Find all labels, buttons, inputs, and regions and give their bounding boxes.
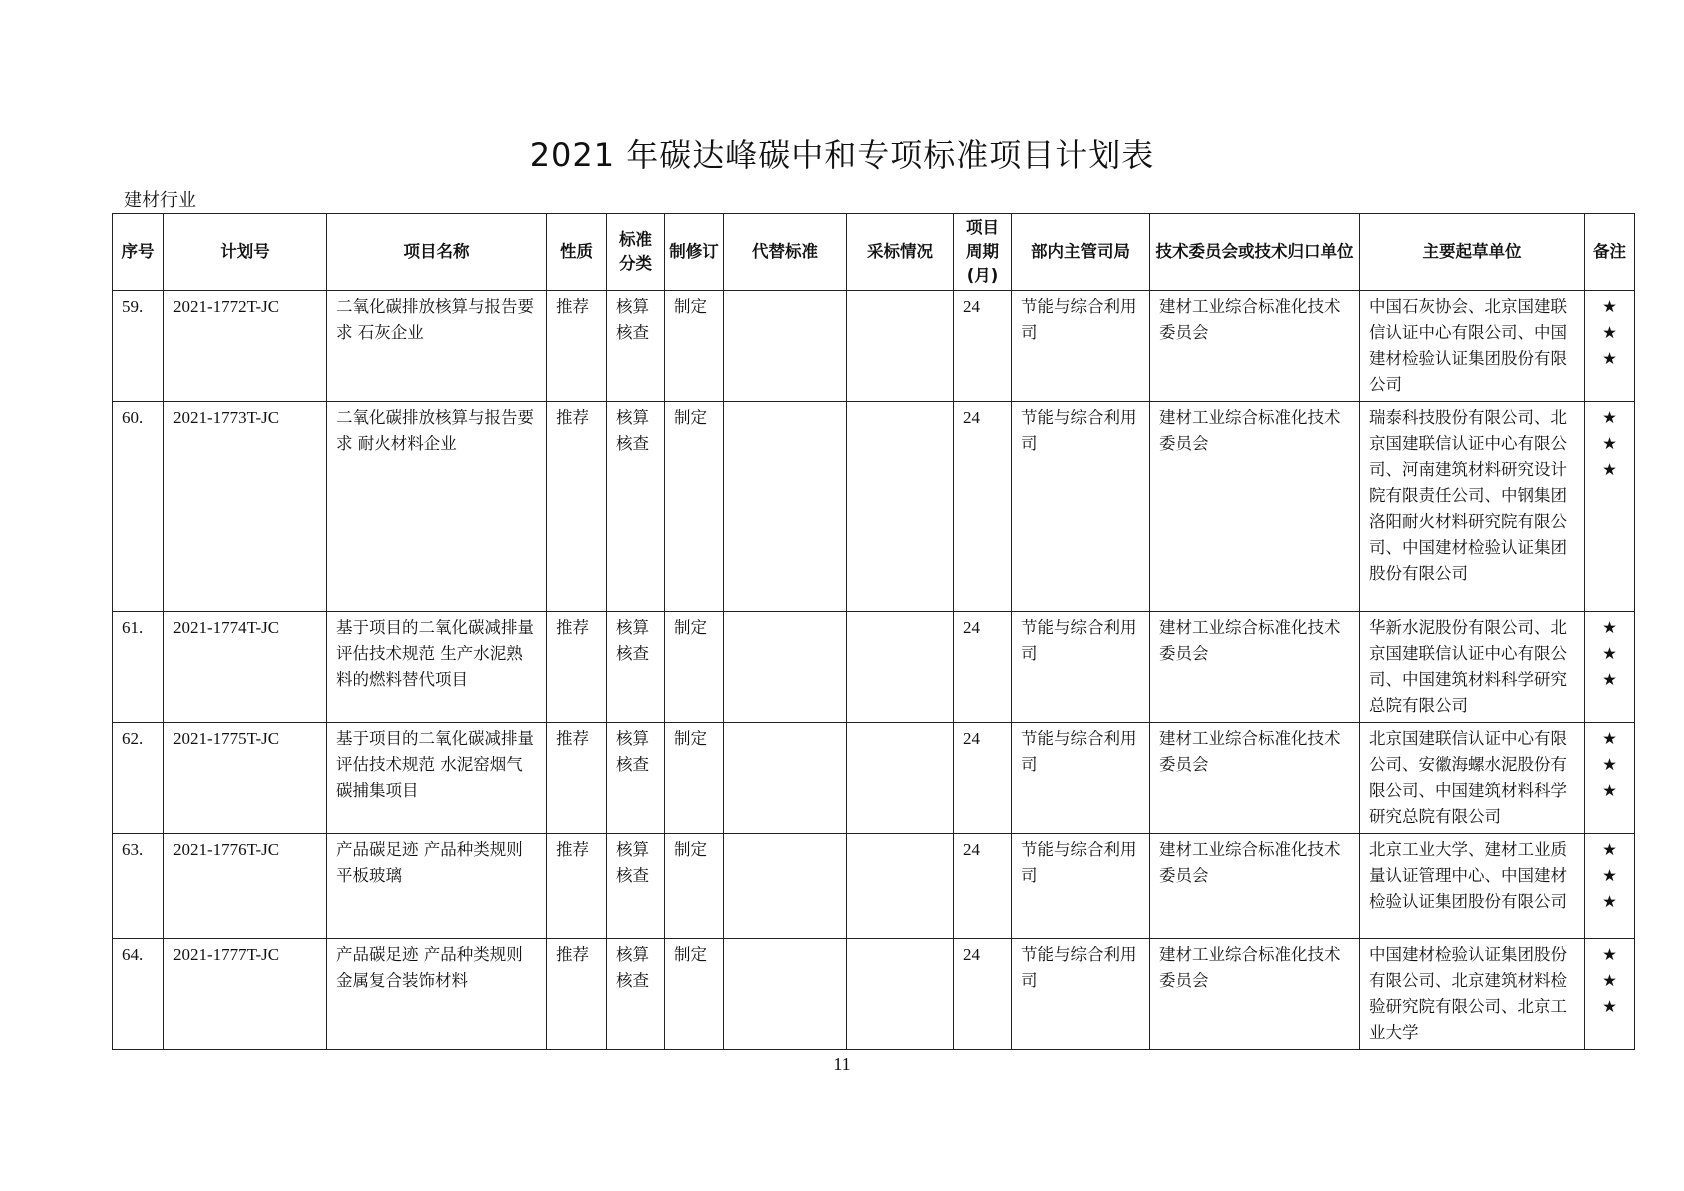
star-icon: ★	[1602, 670, 1617, 689]
cell-period: 24	[954, 402, 1012, 612]
cell-name: 二氧化碳排放核算与报告要求 石灰企业	[327, 291, 547, 402]
cell-plan-no: 2021-1772T-JC	[164, 291, 327, 402]
cell-remarks	[1585, 723, 1635, 834]
cell-nature: 推荐	[547, 291, 607, 402]
star-icon: ★	[1602, 434, 1617, 453]
cell-remarks	[1585, 939, 1635, 1050]
cell-drafters: 北京工业大学、建材工业质量认证管理中心、中国建材检验认证集团股份有限公司	[1360, 834, 1585, 939]
star-icon: ★	[1602, 840, 1617, 859]
header-period: 项目周期(月)	[954, 214, 1012, 291]
star-icon: ★	[1602, 618, 1617, 637]
cell-name: 基于项目的二氧化碳减排量评估技术规范 生产水泥熟料的燃料替代项目	[327, 612, 547, 723]
cell-adoption	[847, 939, 954, 1050]
cell-adoption	[847, 291, 954, 402]
star-icon: ★	[1602, 460, 1617, 479]
cell-adoption	[847, 402, 954, 612]
cell-adoption	[847, 612, 954, 723]
table-row	[113, 723, 1635, 834]
cell-remarks	[1585, 291, 1635, 402]
cell-category: 核算核查	[607, 291, 665, 402]
cell-serial: 64.	[113, 939, 164, 1050]
cell-committee: 建材工业综合标准化技术委员会	[1150, 939, 1360, 1050]
cell-department: 节能与综合利用司	[1012, 723, 1150, 834]
cell-name: 产品碳足迹 产品种类规则 平板玻璃	[327, 834, 547, 939]
star-icon: ★	[1602, 729, 1617, 748]
cell-committee: 建材工业综合标准化技术委员会	[1150, 834, 1360, 939]
cell-department: 节能与综合利用司	[1012, 939, 1150, 1050]
cell-period: 24	[954, 291, 1012, 402]
page-title: 2021 年碳达峰碳中和专项标准项目计划表	[529, 136, 1155, 174]
cell-serial: 63.	[113, 834, 164, 939]
cell-period: 24	[954, 723, 1012, 834]
cell-plan-no: 2021-1776T-JC	[164, 834, 327, 939]
header-category: 标准分类	[607, 214, 665, 291]
header-drafters: 主要起草单位	[1360, 214, 1585, 291]
cell-replaces	[724, 939, 847, 1050]
cell-revision: 制定	[665, 939, 724, 1050]
cell-revision: 制定	[665, 723, 724, 834]
table-row	[113, 612, 1635, 723]
table-row	[113, 291, 1635, 402]
table-row	[113, 939, 1635, 1050]
cell-name: 二氧化碳排放核算与报告要求 耐火材料企业	[327, 402, 547, 612]
cell-replaces	[724, 612, 847, 723]
star-icon: ★	[1602, 323, 1617, 342]
header-serial: 序号	[113, 214, 164, 291]
table-row	[113, 402, 1635, 612]
cell-revision: 制定	[665, 612, 724, 723]
star-icon: ★	[1602, 349, 1617, 368]
cell-replaces	[724, 291, 847, 402]
cell-replaces	[724, 723, 847, 834]
cell-plan-no: 2021-1774T-JC	[164, 612, 327, 723]
header-committee: 技术委员会或技术归口单位	[1150, 214, 1360, 291]
cell-revision: 制定	[665, 291, 724, 402]
cell-category: 核算核查	[607, 834, 665, 939]
cell-committee: 建材工业综合标准化技术委员会	[1150, 723, 1360, 834]
industry-label: 建材行业	[124, 190, 196, 211]
cell-adoption	[847, 834, 954, 939]
cell-nature: 推荐	[547, 723, 607, 834]
cell-department: 节能与综合利用司	[1012, 834, 1150, 939]
cell-committee: 建材工业综合标准化技术委员会	[1150, 402, 1360, 612]
cell-plan-no: 2021-1777T-JC	[164, 939, 327, 1050]
cell-category: 核算核查	[607, 939, 665, 1050]
cell-category: 核算核查	[607, 612, 665, 723]
cell-replaces	[724, 834, 847, 939]
table-header-row	[113, 214, 1635, 291]
star-icon: ★	[1602, 866, 1617, 885]
header-nature: 性质	[547, 214, 607, 291]
cell-revision: 制定	[665, 402, 724, 612]
star-icon: ★	[1602, 945, 1617, 964]
cell-remarks	[1585, 402, 1635, 612]
star-icon: ★	[1602, 297, 1617, 316]
cell-department: 节能与综合利用司	[1012, 612, 1150, 723]
header-name: 项目名称	[327, 214, 547, 291]
cell-committee: 建材工业综合标准化技术委员会	[1150, 291, 1360, 402]
standards-plan-table	[112, 213, 1635, 1050]
cell-plan-no: 2021-1773T-JC	[164, 402, 327, 612]
cell-category: 核算核查	[607, 723, 665, 834]
cell-remarks	[1585, 834, 1635, 939]
cell-drafters: 北京国建联信认证中心有限公司、安徽海螺水泥股份有限公司、中国建筑材料科学研究总院有限公司	[1360, 723, 1585, 834]
cell-serial: 59.	[113, 291, 164, 402]
cell-committee: 建材工业综合标准化技术委员会	[1150, 612, 1360, 723]
cell-period: 24	[954, 939, 1012, 1050]
cell-name: 产品碳足迹 产品种类规则 金属复合装饰材料	[327, 939, 547, 1050]
header-replaces: 代替标准	[724, 214, 847, 291]
star-icon: ★	[1602, 892, 1617, 911]
cell-drafters: 瑞泰科技股份有限公司、北京国建联信认证中心有限公司、河南建筑材料研究设计院有限责任公司、中钢集团洛阳耐火材料研究院有限公司、中国建材检验认证集团股份有限公司	[1360, 402, 1585, 612]
cell-department: 节能与综合利用司	[1012, 291, 1150, 402]
header-remarks: 备注	[1585, 214, 1635, 291]
cell-category: 核算核查	[607, 402, 665, 612]
header-adoption: 采标情况	[847, 214, 954, 291]
cell-remarks	[1585, 612, 1635, 723]
cell-adoption	[847, 723, 954, 834]
cell-drafters: 中国建材检验认证集团股份有限公司、北京建筑材料检验研究院有限公司、北京工业大学	[1360, 939, 1585, 1050]
star-icon: ★	[1602, 997, 1617, 1016]
cell-drafters: 华新水泥股份有限公司、北京国建联信认证中心有限公司、中国建筑材料科学研究总院有限公司	[1360, 612, 1585, 723]
cell-nature: 推荐	[547, 612, 607, 723]
table-row	[113, 834, 1635, 939]
cell-department: 节能与综合利用司	[1012, 402, 1150, 612]
star-icon: ★	[1602, 755, 1617, 774]
cell-revision: 制定	[665, 834, 724, 939]
cell-nature: 推荐	[547, 939, 607, 1050]
cell-serial: 62.	[113, 723, 164, 834]
star-icon: ★	[1602, 971, 1617, 990]
cell-serial: 61.	[113, 612, 164, 723]
page-number: 11	[833, 1054, 851, 1074]
header-revision: 制修订	[665, 214, 724, 291]
header-plan-no: 计划号	[164, 214, 327, 291]
cell-replaces	[724, 402, 847, 612]
header-department: 部内主管司局	[1012, 214, 1150, 291]
cell-nature: 推荐	[547, 402, 607, 612]
cell-nature: 推荐	[547, 834, 607, 939]
cell-period: 24	[954, 612, 1012, 723]
star-icon: ★	[1602, 644, 1617, 663]
cell-drafters: 中国石灰协会、北京国建联信认证中心有限公司、中国建材检验认证集团股份有限公司	[1360, 291, 1585, 402]
cell-name: 基于项目的二氧化碳减排量评估技术规范 水泥窑烟气碳捕集项目	[327, 723, 547, 834]
cell-period: 24	[954, 834, 1012, 939]
cell-serial: 60.	[113, 402, 164, 612]
star-icon: ★	[1602, 781, 1617, 800]
star-icon: ★	[1602, 408, 1617, 427]
cell-plan-no: 2021-1775T-JC	[164, 723, 327, 834]
